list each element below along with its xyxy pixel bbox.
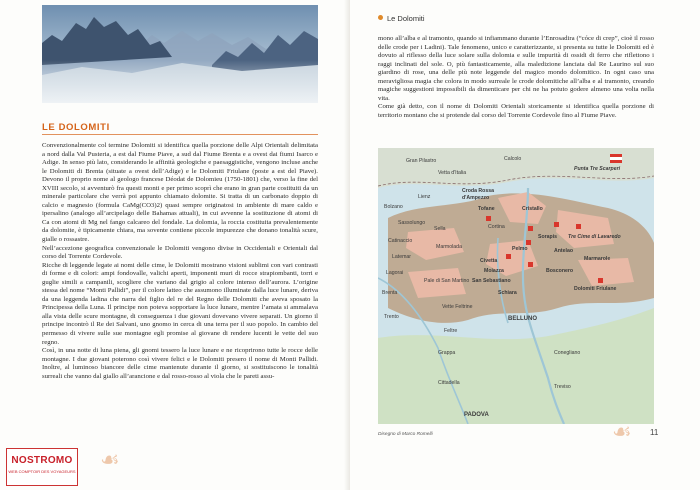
logo-tagline: WEB COMPTOIR DES VOYAGEURS bbox=[8, 469, 76, 474]
decorative-sketch-icon: ☙ bbox=[612, 420, 632, 445]
map-label: Civetta bbox=[480, 258, 498, 264]
map-label: Brenta bbox=[382, 290, 398, 296]
map-marker bbox=[526, 240, 531, 245]
map-label: San Sebastiano bbox=[472, 278, 511, 284]
map-label: Cortina bbox=[488, 224, 505, 230]
logo-name: NOSTROMO bbox=[11, 455, 73, 466]
map-label: Sella bbox=[434, 226, 446, 232]
paragraph: Così, in una notte di luna piena, gli gnomi tessero la luce lunare e ne ricoprirono tutte le rocce delle montagne. I due giovani poterono così vivere felici e le Dolomiti presero il nome di Monti Pallidi. Inoltre, al luminoso biancore delle cime mantenute durante il giorno, si sostituiscono le tonalità surreali che vanno dal giallo all’arancione e dal rosso-rosso al viola che le pareti assu- bbox=[42, 347, 318, 380]
map-label: Catinaccio bbox=[388, 238, 413, 244]
map-label: Marmolada bbox=[436, 244, 462, 250]
map-label: Sorapis bbox=[538, 234, 558, 240]
left-body-text bbox=[42, 142, 318, 381]
map-marker bbox=[528, 262, 533, 267]
dolomites-map bbox=[378, 148, 654, 424]
map-label: Lienz bbox=[418, 194, 431, 200]
paragraph: Ricche di leggende legate ai nomi delle cime, le Dolomiti mostrano visioni sublimi con vari contrasti di forme e di colori: ampi fondovalle, valichi aperti, imponenti muri di rocce strapiombanti, torri e guglie simili a campanili, scogliere che variano dal grigio al colore intenso dell’aurora. L’origine stessa del nome “Monti Pallidi”, per il colore latteo che assumono illuminate dalla luce lunare, deriva da una leggenda ladina che narra del figlio del re del Regno delle Dolomiti che aveva sposato la Principessa della Luna. Il principe non poteva sopportare la luce lunare, mentre l’amata si ammalava alla vista delle scure montagne, di conseguenza i due giovani dovevano vivere separati. Un giorno il principe incontrò il Re dei Salvani, uno gnomo in cerca di una terra per il suo popolo. In cambio del permesso di vivere sulle sue montagne egli promise al giovane di rendere lucenti le vette del suo regno. bbox=[42, 261, 318, 346]
map-label: Vette Feltrine bbox=[442, 304, 473, 310]
map-label: Conegliano bbox=[554, 350, 581, 356]
map-label: Cittadella bbox=[438, 380, 460, 386]
map-label: Sassolungo bbox=[398, 220, 426, 226]
map-label: Lagorai bbox=[386, 270, 404, 276]
running-header-label: Le Dolomiti bbox=[387, 14, 425, 23]
map-label: Antelao bbox=[554, 248, 574, 254]
austria-flag-icon bbox=[610, 160, 622, 163]
map-label: Marmarole bbox=[584, 256, 611, 262]
map-label: Pelmo bbox=[512, 246, 528, 252]
map-label: BELLUNO bbox=[508, 316, 537, 322]
map-label: Croda Rossa bbox=[462, 188, 494, 194]
title-divider bbox=[42, 134, 318, 135]
map-label: Latemar bbox=[392, 254, 412, 260]
austria-flag-icon bbox=[610, 157, 622, 160]
map-label: Pale di San Martino bbox=[424, 278, 470, 284]
austria-flag-icon bbox=[610, 154, 622, 157]
map-label: Trento bbox=[384, 314, 399, 320]
paragraph: Convenzionalmente col termine Dolomiti si identifica quella porzione delle Alpi Orientali delimitata a nord dalla Val Pusteria, a est dal Fiume Piave, a sud dal Fiume Brenta e a ovest dai fiumi Isarco e Adige. In senso più lato, considerando le affinità geologiche e paesaggistiche, vengono incluse anche le Dolomiti di Brenta (situate a ovest dell’Adige) e le Dolomiti Friulane (poste a est del Piave). Devono il proprio nome al geologo francese Déodat de Dolomieu (1750-1801) che, verso la fine del XVIII secolo, si avventurò fra questi monti e per primo scoprì che erano in gran parte costituiti da un minerale particolare che verrà poi appunto chiamato dolomite. Si tratta di un carbonato doppio di calcio e magnesio (formula CaMg(CO3)2) quasi sempre originatosi in ambiente di mare caldo e ipersalino (analogo all’arcipelago delle Bahamas attuali), in cui avvenne la sostituzione di atomi di Ca con atomi di Mg nel fango calcareo del fondale. La dolomia, la roccia costituita prevalentemente da dolomite, è tipicamente chiara, ma sovente contiene piccole impurezze che donano tonalità scure, gialle o rossastre. bbox=[42, 142, 318, 244]
map-marker bbox=[576, 224, 581, 229]
section-title: LE DOLOMITI bbox=[42, 122, 110, 133]
map-label: Bolzano bbox=[384, 204, 403, 210]
map-label: Bosconero bbox=[546, 268, 574, 274]
map-marker bbox=[506, 254, 511, 259]
map-label: Tre Cime di Lavaredo bbox=[568, 234, 621, 240]
map-label: Vetta d'Italia bbox=[438, 170, 467, 176]
map-label: Cristallo bbox=[522, 206, 543, 212]
map-label: Schiara bbox=[498, 290, 517, 296]
nostromo-logo bbox=[6, 448, 78, 486]
map-label: Tofane bbox=[478, 206, 495, 212]
paragraph: Come già detto, con il nome di Dolomiti Orientali storicamente si identifica quella porzione di territorio montano che si protende dal corso del Torrente Cordevole fino al Fiume Piave. bbox=[378, 103, 654, 119]
map-label: Punta Tre Scarperi bbox=[574, 166, 621, 172]
map-label: Calcolo bbox=[504, 156, 522, 162]
map-marker bbox=[486, 216, 491, 221]
right-body-text bbox=[378, 35, 654, 120]
map-label: Feltre bbox=[444, 328, 458, 334]
map-label: Dolomiti Friulane bbox=[574, 286, 617, 292]
map-marker bbox=[528, 226, 533, 231]
map-marker bbox=[598, 278, 603, 283]
map-label: Gran Pilastro bbox=[406, 158, 437, 164]
map-label: Grappa bbox=[438, 350, 456, 356]
page-number: 11 bbox=[650, 428, 659, 437]
mountain-photo bbox=[42, 5, 318, 103]
map-marker bbox=[554, 222, 559, 227]
paragraph: mono all’alba e al tramonto, quando si infiammano durante l’Enrosadira (“cóce di crep”, cioè il rosso delle crode per i Ladini). Tale fenomeno, unico e caratterizzante, si presenta su tutte le Dolomiti ed è dovuto al riflesso della luce solare sulla dolomia e sulle impurità di ossidi di ferro che riflettono i raggi inclinati del sole. O, più fantasticamente, alla maledizione lanciata dal Re Laurino sul suo giardino di rose, una delle più note leggende del magico mondo dolomitico. In ogni caso una meravigliosa magia che colora in modo surreale le crode dolomitiche all’alba e al tramonto, creando magiche suggestioni impossibili da dimenticare per chi ne ha potuto godere almeno una volta nella vita. bbox=[378, 35, 654, 102]
map-label: Moiazza bbox=[484, 268, 504, 274]
map-credit: Disegno di Marco Romelli bbox=[378, 432, 433, 437]
bullet-icon bbox=[378, 15, 383, 20]
paragraph: Nell’accezione geografica convenzionale le Dolomiti vengono divise in Occidentali e Orientali dal corso del Torrente Cordevole. bbox=[42, 244, 318, 261]
running-header bbox=[378, 14, 425, 23]
decorative-sketch-icon: ☙ bbox=[100, 448, 120, 473]
map-label: PADOVA bbox=[464, 412, 489, 418]
map-label: Treviso bbox=[554, 384, 571, 390]
map-label: d'Ampezzo bbox=[462, 195, 490, 201]
